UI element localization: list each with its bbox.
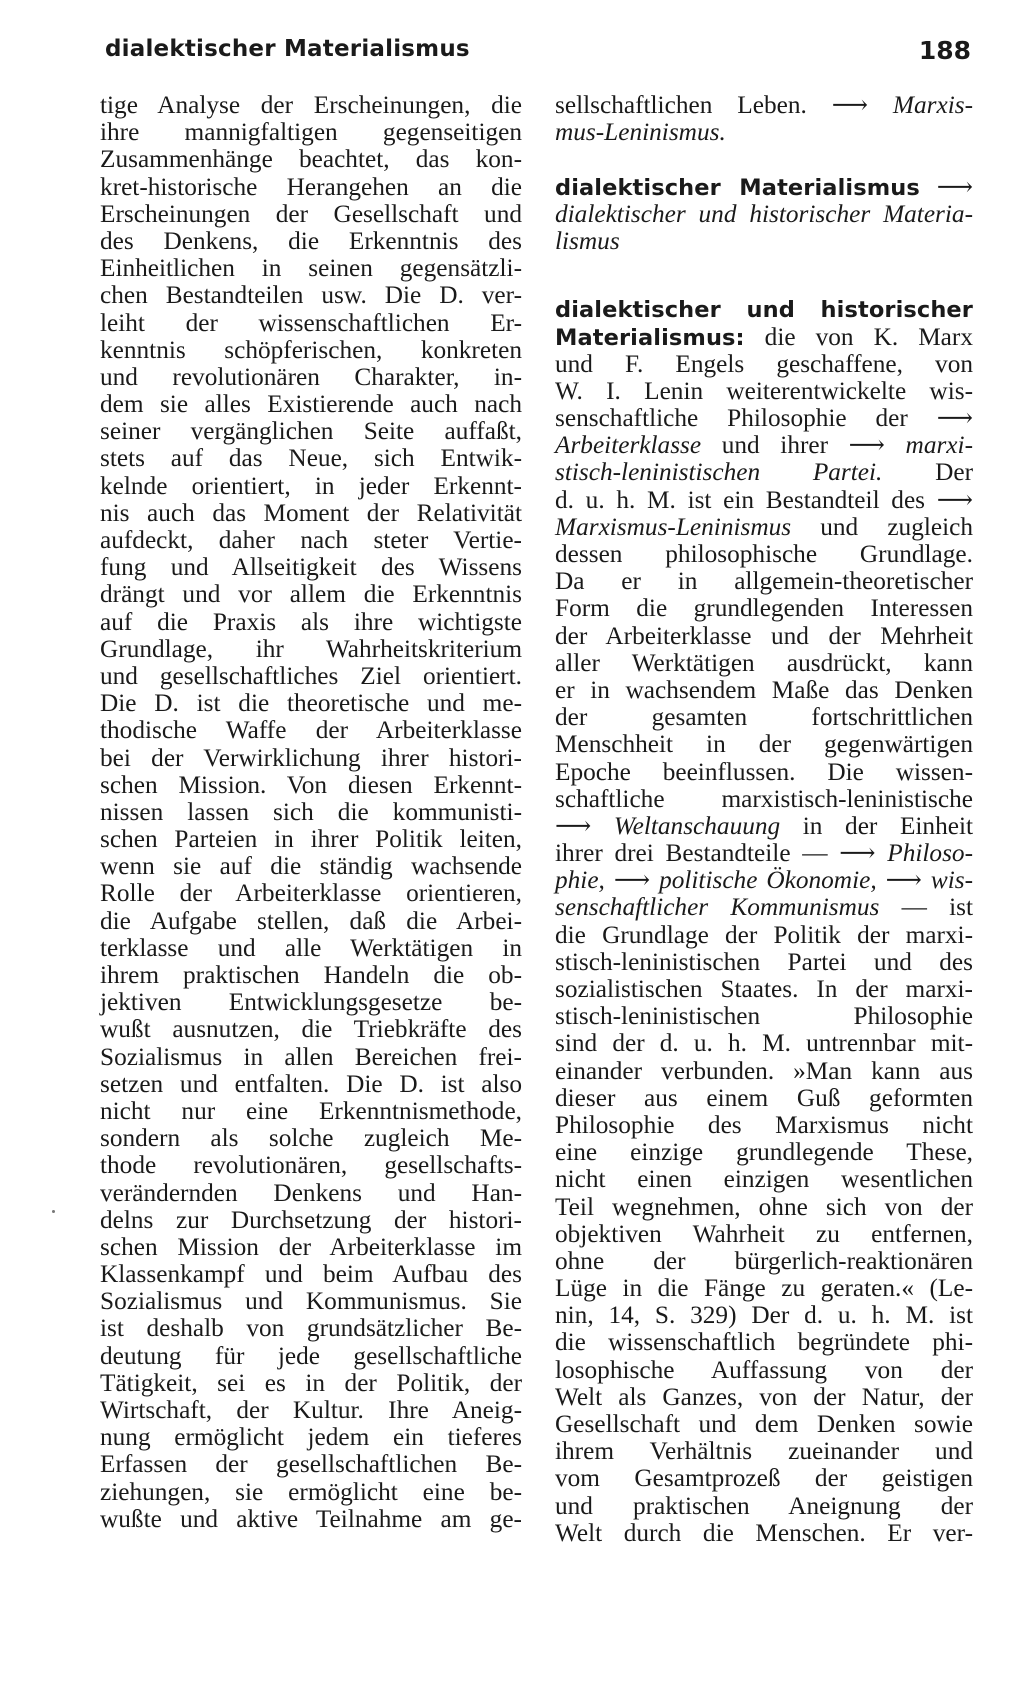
text-line [555, 731, 973, 758]
entry-headword: dialektischer und historischer [555, 297, 973, 324]
text-segment: eine einzige grundlegende These, [555, 1138, 973, 1167]
text-line: seiner vergänglichen Seite auffaßt, [100, 417, 522, 446]
text-line: Sozialismus und Kommunismus. Sie [100, 1287, 522, 1316]
text-line [555, 1438, 973, 1465]
text-segment: er in wachsendem Maße das Denken [555, 675, 973, 704]
text-line [555, 949, 973, 976]
text-line [555, 1465, 973, 1492]
cross-reference: stisch-leninistischen Partei. [555, 458, 883, 487]
text-line: stets auf das Neue, sich Entwik- [100, 444, 522, 473]
entry1-headword-line [555, 174, 973, 201]
text-line: wußt ausnutzen, die Triebkräfte des [100, 1015, 522, 1044]
text-line [555, 432, 973, 459]
cross-reference: politische Ökonomie, [659, 866, 877, 895]
text-line [555, 1003, 973, 1030]
left-column [100, 92, 522, 1533]
text-segment: Menschheit in der gegenwärtigen [555, 730, 973, 759]
text-line [555, 1112, 973, 1139]
text-segment: ihrem Verhältnis zueinander und [555, 1437, 973, 1466]
text-line [555, 677, 973, 704]
entry-headword: Materialismus: [555, 324, 745, 351]
text-segment: Da er in allgemein-theoretischer [555, 567, 973, 596]
text-line [555, 704, 973, 731]
entry-gap [555, 255, 973, 282]
text-segment: — ist [879, 893, 973, 922]
cross-reference: Arbeiterklasse [555, 431, 702, 460]
text-line [555, 1085, 973, 1112]
text-line [555, 1493, 973, 1520]
text-line: leiht der wissenschaftlichen Er- [100, 308, 522, 337]
text-segment: Welt als Ganzes, von der Natur, der [555, 1382, 973, 1411]
text-line [555, 840, 973, 867]
text-line [555, 976, 973, 1003]
text-segment: ⟶ [555, 811, 614, 840]
text-line: terklasse und alle Werktätigen in [100, 933, 522, 962]
text-segment: und F. Engels geschaffene, von [555, 349, 973, 378]
text-segment: ⟶ [876, 866, 931, 895]
text-line [555, 595, 973, 622]
text-line: ist deshalb von grundsätzlicher Be- [100, 1314, 522, 1343]
text-line: kenntnis schöpferischen, konkreten [100, 335, 522, 364]
text-line [555, 459, 973, 486]
right-column [555, 92, 973, 1547]
text-segment: Gesellschaft und dem Denken sowie [555, 1410, 973, 1438]
running-head: dialektischer Materialismus [105, 36, 470, 62]
text-line: thodische Waffe der Arbeiterklasse [100, 716, 522, 745]
cross-reference: phie, [555, 866, 605, 895]
text-line [555, 867, 973, 894]
text-line: nis auch das Moment der Relativität [100, 498, 522, 527]
cross-reference: Weltanschauung [613, 811, 781, 840]
entry2-body [555, 324, 973, 1547]
text-line [555, 1384, 973, 1411]
cross-reference: Marxis- [892, 91, 973, 119]
text-line [555, 623, 973, 650]
text-segment: Epoche beeinflussen. Die wissen- [555, 757, 973, 786]
text-line: dem sie alles Existierende auch nach [100, 390, 522, 419]
text-line: setzen und entfalten. Die D. ist also [100, 1069, 522, 1098]
text-line [555, 351, 973, 378]
text-segment: W. I. Lenin weiterentwickelte wis- [555, 376, 973, 405]
text-line: wußte und aktive Teilnahme am ge- [100, 1504, 522, 1533]
text-line: aufdeckt, daher nach steter Vertie- [100, 526, 522, 554]
text-line: Zusammenhänge beachtet, das kon- [100, 145, 522, 174]
text-line: nicht nur eine Erkenntnismethode, [100, 1096, 522, 1125]
text-line [555, 324, 973, 351]
cross-reference: wis- [930, 866, 974, 895]
page-header [0, 0, 1024, 80]
text-line [555, 568, 973, 595]
text-line [555, 514, 973, 541]
text-line: chen Bestandteilen usw. Die D. ver- [100, 281, 522, 310]
text-line: jektiven Entwicklungsgesetze be- [100, 988, 522, 1017]
text-line [555, 1139, 973, 1166]
cross-reference: marxi- [905, 431, 973, 460]
text-segment: Der [882, 458, 973, 487]
text-line [555, 1329, 973, 1356]
text-segment: dessen philosophische Grundlage. [555, 540, 973, 568]
text-line: Die D. ist die theoretische und me- [100, 689, 522, 718]
text-line [555, 1194, 973, 1221]
text-segment: dieser aus einem Guß geformten [555, 1083, 973, 1112]
text-line [555, 650, 973, 677]
text-line [555, 1058, 973, 1085]
text-segment: ohne der bürgerlich-reaktionären [555, 1246, 973, 1275]
text-line: Wirtschaft, der Kultur. Ihre Aneig- [100, 1396, 522, 1424]
text-line [555, 1302, 973, 1329]
text-segment: vom Gesamtprozeß der geistigen [555, 1464, 973, 1493]
margin-dot [52, 1210, 55, 1213]
text-line: kelnde orientiert, in jeder Erkennt- [100, 471, 522, 500]
entry-gap [555, 146, 973, 173]
text-line [555, 1030, 973, 1057]
text-line: Rolle der Arbeiterklasse orientieren, [100, 879, 522, 908]
entry2-headword-line-1 [555, 296, 973, 323]
cross-reference: Philoso- [887, 839, 973, 868]
entry1-ref-line-2 [555, 228, 973, 255]
text-line: tige Analyse der Erscheinungen, die [100, 91, 522, 119]
text-line: verändernden Denkens und Han- [100, 1178, 522, 1207]
text-line: wenn sie auf die ständig wachsende [100, 852, 522, 881]
text-segment: d. u. h. M. ist ein Bestandteil des ⟶ [555, 485, 973, 514]
text-line [555, 1248, 973, 1275]
text-line: schen Parteien in ihrer Politik leiten, [100, 825, 522, 854]
text-line: ihre mannigfaltigen gegenseitigen [100, 118, 522, 147]
text-segment: einander verbunden. »Man kann aus [555, 1056, 973, 1085]
text-segment: und zugleich [791, 512, 973, 541]
text-line: des Denkens, die Erkenntnis des [100, 226, 522, 255]
text-segment: stisch-leninistischen Partei und des [555, 947, 973, 976]
text-line: Einheitlichen in seinen gegensätzli- [100, 254, 522, 283]
entry-gap-small [555, 282, 973, 296]
text-line [555, 1520, 973, 1547]
text-segment: aller Werktätigen ausdrückt, kann [555, 648, 973, 677]
text-segment: Welt durch die Menschen. Er ver- [555, 1518, 973, 1547]
text-line [555, 1357, 973, 1384]
text-segment: in der Einheit [780, 811, 974, 840]
text-line [555, 1221, 973, 1248]
text-segment: und praktischen Aneignung der [555, 1491, 973, 1520]
text-line: die Aufgabe stellen, daß die Arbei- [100, 906, 522, 935]
page-number: 188 [918, 36, 971, 65]
text-segment: der gesamten fortschrittlichen [555, 703, 973, 732]
text-segment: nin, 14, S. 329) Der d. u. h. M. ist [555, 1301, 973, 1330]
text-line: fung und Allseitigkeit des Wissens [100, 553, 522, 582]
text-segment: Philosophie des Marxismus nicht [555, 1110, 973, 1139]
text-line: ihrem praktischen Handeln die ob- [100, 961, 522, 989]
text-line: schen Mission der Arbeiterklasse im [100, 1232, 522, 1261]
text-segment: der Arbeiterklasse und der Mehrheit [555, 621, 973, 650]
text-segment: schaftliche marxistisch-leninistische [555, 784, 973, 813]
continuation-line-2 [555, 119, 973, 146]
text-line [555, 894, 973, 921]
text-line [555, 1275, 973, 1302]
text-line: Erfassen der gesellschaftlichen Be- [100, 1450, 522, 1479]
text-line: sondern als solche zugleich Me- [100, 1124, 522, 1153]
text-segment: nicht einen einzigen wesentlichen [555, 1165, 973, 1194]
text-line: Erscheinungen der Gesellschaft und [100, 199, 522, 228]
text-line: und gesellschaftliches Ziel orientiert. [100, 661, 522, 690]
text-line: auf die Praxis als ihre wichtigste [100, 607, 522, 636]
text-line: bei der Verwirklichung ihrer histori- [100, 743, 522, 772]
cross-reference: dialektischer und historischer Materia- [555, 199, 973, 228]
text-segment: und ihrer ⟶ [701, 431, 906, 460]
text-line [555, 813, 973, 840]
arrow-icon: ⟶ [919, 172, 974, 201]
text-line: kret-historische Herangehen an die [100, 172, 522, 201]
text-segment: die von K. Marx [744, 322, 973, 351]
cross-reference: mus-Leninismus. [555, 118, 726, 147]
text-segment: ⟶ [604, 866, 660, 895]
text-line [555, 1166, 973, 1193]
text-segment: ihrer drei Bestandteile — ⟶ [555, 839, 888, 868]
cross-reference: senschaftlicher Kommunismus [555, 893, 880, 922]
entry1-ref-line-1 [555, 201, 973, 228]
text-segment: Lüge in die Fänge zu geraten.« (Le- [555, 1274, 973, 1303]
text-segment: sind der d. u. h. M. untrennbar mit- [555, 1029, 973, 1058]
text-line: thode revolutionären, gesellschafts- [100, 1151, 522, 1180]
text-segment: Teil wegnehmen, ohne sich von der [555, 1192, 973, 1221]
text-line [555, 541, 973, 568]
text-line: und revolutionären Charakter, in- [100, 362, 522, 391]
continuation-line-1: sellschaftlichen Leben. ⟶ Marxis- [555, 91, 973, 119]
text-segment: stisch-leninistischen Philosophie [555, 1002, 973, 1031]
text-line: Tätigkeit, sei es in der Politik, der [100, 1368, 522, 1397]
text-line [555, 378, 973, 405]
entry-headword: dialektischer Materialismus [555, 174, 920, 201]
text-line: nissen lassen sich die kommunisti- [100, 797, 522, 826]
text-line [555, 922, 973, 949]
text-segment: Form die grundlegenden Interessen [555, 594, 973, 623]
text-line [555, 1411, 973, 1438]
text-line: Klassenkampf und beim Aufbau des [100, 1260, 522, 1289]
text-segment: die Grundlage der Politik der marxi- [555, 920, 973, 949]
text-line: delns zur Durchsetzung der histori- [100, 1205, 522, 1234]
text-line: schen Mission. Von diesen Erkennt- [100, 770, 522, 799]
text-segment: losophische Auffassung von der [555, 1355, 973, 1384]
text-segment: sozialistischen Staates. In der marxi- [555, 975, 973, 1003]
text-line: ziehungen, sie ermöglicht eine be- [100, 1477, 522, 1506]
text-line: deutung für jede gesellschaftliche [100, 1341, 522, 1370]
text-line [555, 759, 973, 786]
text-line: drängt und vor allem die Erkenntnis [100, 580, 522, 609]
text-segment: objektiven Wahrheit zu entfernen, [555, 1219, 973, 1248]
text-segment: senschaftliche Philosophie der ⟶ [555, 404, 973, 433]
text-line: Sozialismus in allen Bereichen frei- [100, 1042, 522, 1071]
cross-reference: Marxismus-Leninismus [555, 512, 792, 541]
text-line: Grundlage, ihr Wahrheitskriterium [100, 634, 522, 663]
text-line [555, 786, 973, 813]
cross-reference: lismus [555, 226, 620, 255]
text-line: nung ermöglicht jedem ein tieferes [100, 1423, 522, 1452]
text-line [555, 487, 973, 514]
text-segment: die wissenschaftlich begründete phi- [555, 1328, 973, 1357]
text-line [555, 405, 973, 432]
